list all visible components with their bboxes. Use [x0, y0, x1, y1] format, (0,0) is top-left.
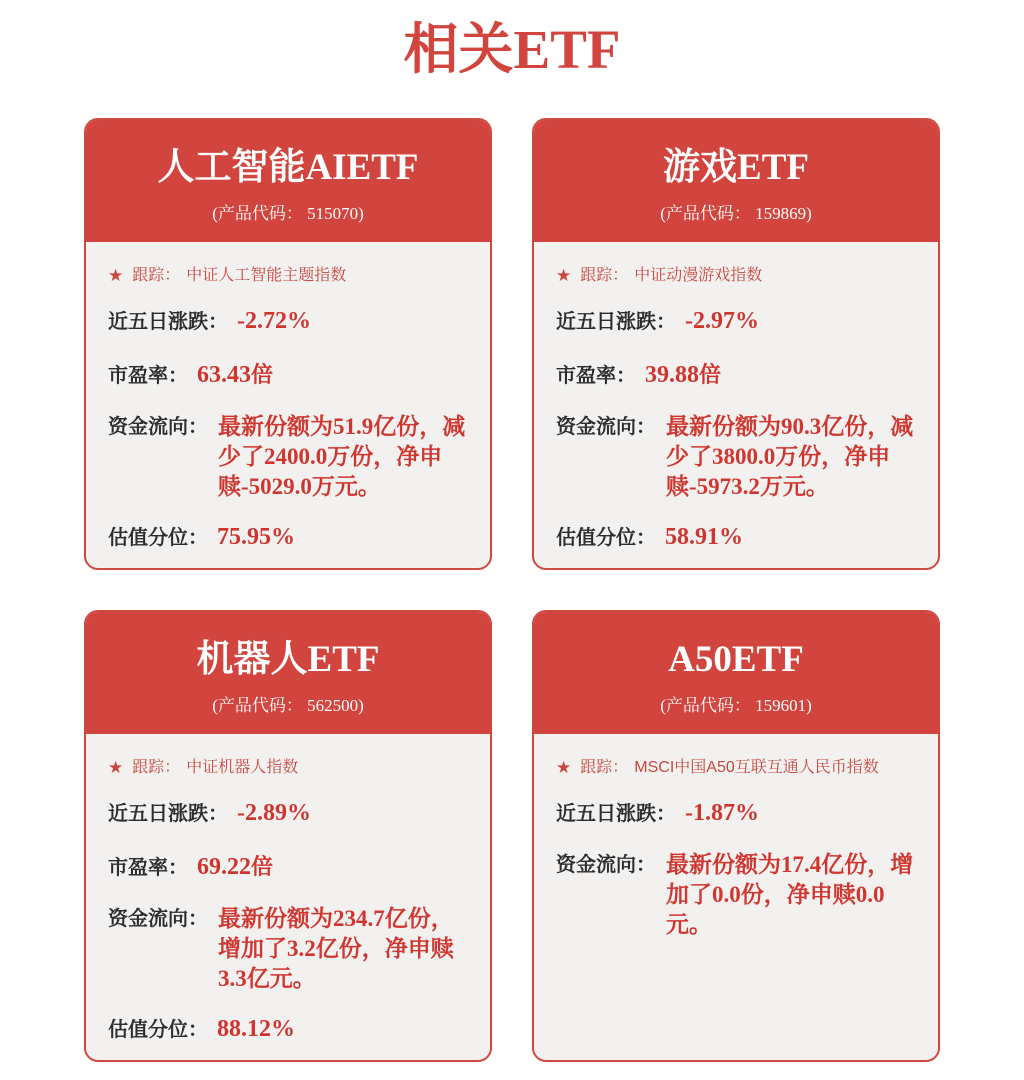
flow-value: 最新份额为90.3亿份，减少了3800.0万份，净申赎-5973.2万元。 — [666, 414, 914, 499]
etf-title: A50ETF — [668, 639, 804, 680]
tracking-label: 跟踪： — [132, 267, 181, 284]
etf-card-ai — [84, 118, 492, 570]
flow-label: 资金流向： — [108, 908, 208, 930]
change-row — [556, 308, 924, 336]
pe-unit: 倍 — [251, 854, 274, 879]
flow-row — [108, 904, 476, 994]
tracking-row — [556, 758, 924, 778]
change-label: 近五日涨跌： — [556, 803, 676, 825]
page-title: 相关ETF — [403, 19, 621, 80]
star-icon: ★ — [108, 758, 124, 777]
tracking-row — [108, 266, 476, 286]
card-body — [86, 734, 490, 1060]
card-header — [534, 120, 938, 242]
change-value: -2.89% — [237, 800, 311, 826]
star-icon: ★ — [108, 266, 124, 285]
flow-row — [108, 412, 476, 502]
card-header — [534, 612, 938, 734]
pe-unit: 倍 — [251, 362, 274, 387]
flow-label: 资金流向： — [556, 854, 656, 876]
flow-row — [556, 850, 924, 940]
star-icon: ★ — [556, 266, 572, 285]
tracking-index: 中证机器人指数 — [186, 759, 299, 776]
valuation-value: 75.95% — [217, 524, 295, 550]
valuation-label: 估值分位： — [556, 527, 656, 549]
etf-card-grid — [84, 118, 940, 1062]
tracking-index: 中证人工智能主题指数 — [186, 267, 347, 284]
change-label: 近五日涨跌： — [556, 311, 676, 333]
pe-value: 69.22 — [197, 854, 251, 880]
valuation-row — [108, 1016, 476, 1044]
valuation-label: 估值分位： — [108, 527, 208, 549]
etf-card-robot — [84, 610, 492, 1062]
pe-label: 市盈率： — [108, 365, 188, 387]
flow-value: 最新份额为17.4亿份，增加了0.0份，净申赎0.0元。 — [666, 852, 914, 937]
pe-row — [108, 358, 476, 390]
tracking-label: 跟踪： — [132, 759, 181, 776]
tracking-row — [108, 758, 476, 778]
change-value: -2.72% — [237, 308, 311, 334]
change-label: 近五日涨跌： — [108, 311, 228, 333]
change-row — [556, 800, 924, 828]
flow-value: 最新份额为234.7亿份，增加了3.2亿份，净申赎3.3亿元。 — [218, 906, 454, 991]
change-label: 近五日涨跌： — [108, 803, 228, 825]
etf-title: 机器人ETF — [196, 639, 380, 680]
valuation-value: 88.12% — [217, 1016, 295, 1042]
pe-unit: 倍 — [699, 362, 722, 387]
tracking-index: MSCI中国A50互联互通人民币指数 — [634, 759, 879, 776]
tracking-index: 中证动漫游戏指数 — [634, 267, 763, 284]
valuation-row — [108, 524, 476, 552]
pe-label: 市盈率： — [556, 365, 636, 387]
etf-product-code: (产品代码： 159869) — [660, 204, 812, 223]
valuation-label: 估值分位： — [108, 1019, 208, 1041]
valuation-row — [556, 524, 924, 552]
etf-card-game — [532, 118, 940, 570]
etf-card-a50 — [532, 610, 940, 1062]
pe-value: 39.88 — [645, 362, 699, 388]
pe-row — [556, 358, 924, 390]
change-value: -2.97% — [685, 308, 759, 334]
etf-title: 游戏ETF — [663, 147, 809, 188]
change-row — [108, 308, 476, 336]
flow-row — [556, 412, 924, 502]
pe-label: 市盈率： — [108, 857, 188, 879]
flow-label: 资金流向： — [556, 416, 656, 438]
flow-value: 最新份额为51.9亿份，减少了2400.0万份，净申赎-5029.0万元。 — [218, 414, 466, 499]
card-body — [86, 242, 490, 568]
card-body — [534, 242, 938, 568]
etf-title: 人工智能AIETF — [157, 147, 419, 188]
valuation-value: 58.91% — [665, 524, 743, 550]
card-header — [86, 120, 490, 242]
tracking-row — [556, 266, 924, 286]
tracking-label: 跟踪： — [580, 759, 629, 776]
tracking-label: 跟踪： — [580, 267, 629, 284]
pe-value: 63.43 — [197, 362, 251, 388]
change-value: -1.87% — [685, 800, 759, 826]
card-header — [86, 612, 490, 734]
pe-row — [108, 850, 476, 882]
change-row — [108, 800, 476, 828]
etf-product-code: (产品代码： 515070) — [212, 204, 364, 223]
etf-product-code: (产品代码： 562500) — [212, 696, 364, 715]
etf-product-code: (产品代码： 159601) — [660, 696, 812, 715]
card-body — [534, 734, 938, 1060]
flow-label: 资金流向： — [108, 416, 208, 438]
star-icon: ★ — [556, 758, 572, 777]
